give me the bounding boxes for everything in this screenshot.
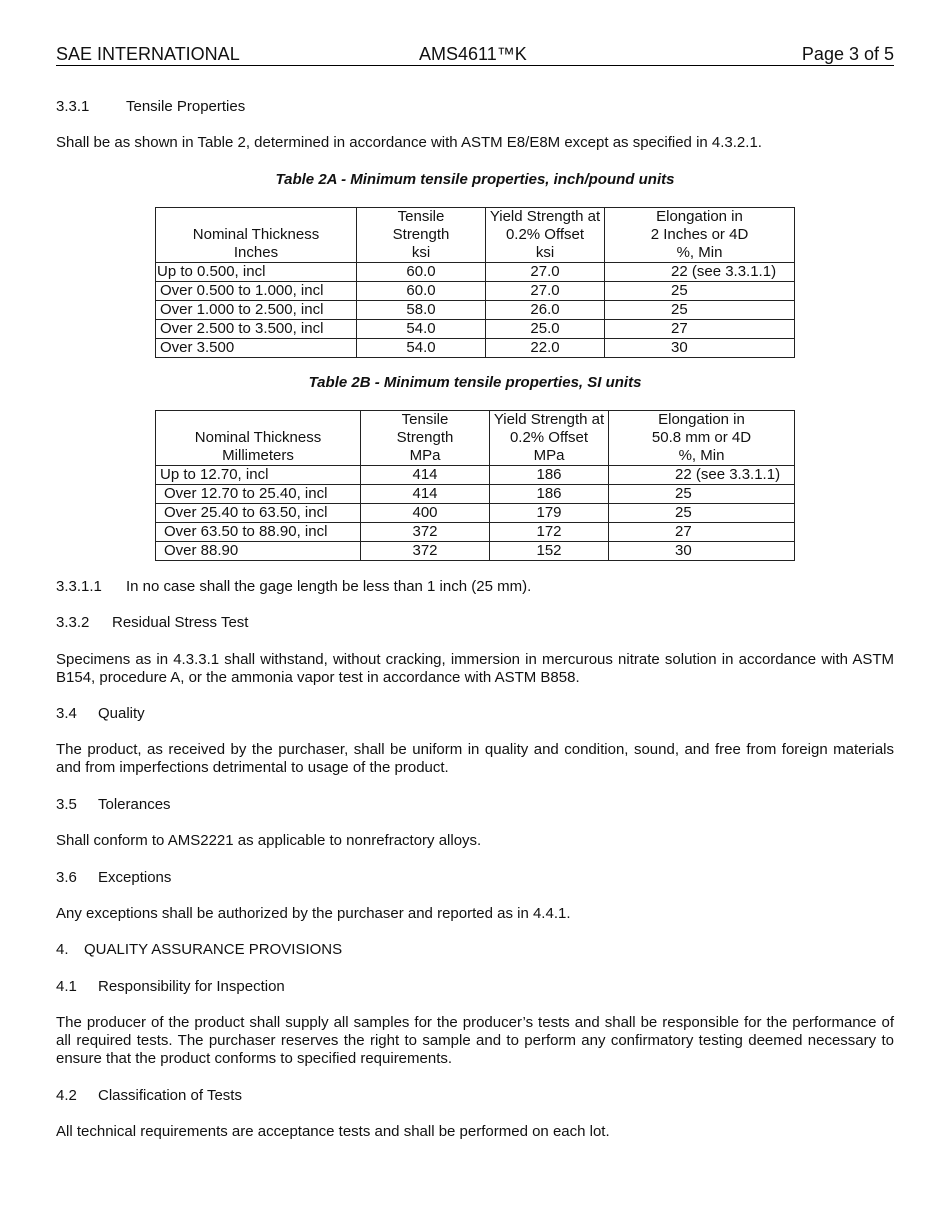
- table-cell: Over 3.500: [156, 339, 357, 358]
- table-cell: Up to 0.500, incl: [156, 263, 357, 282]
- table-cell: 58.0: [357, 301, 486, 320]
- table-row: [156, 504, 795, 523]
- table-cell: Over 12.70 to 25.40, incl: [156, 485, 361, 504]
- section-title: Classification of Tests: [98, 1087, 242, 1104]
- section-title: Quality: [98, 705, 145, 722]
- table-cell: 372: [361, 523, 490, 542]
- page-header: [56, 44, 894, 66]
- table-cell: 22 (see 3.3.1.1): [609, 466, 795, 485]
- table-2a: [155, 207, 795, 358]
- table-cell: 27: [609, 523, 795, 542]
- table-header-row: [156, 411, 795, 466]
- section-number: 3.5: [56, 796, 77, 813]
- table-cell: 27: [605, 320, 795, 339]
- table-cell: 27.0: [486, 263, 605, 282]
- section-title: Tolerances: [98, 796, 171, 813]
- section-heading-3-3-2: [56, 614, 248, 631]
- table-cell: 25: [609, 485, 795, 504]
- section-body-3-6: Any exceptions shall be authorized by the purchaser and reported as in 4.4.1.: [56, 905, 571, 922]
- section-title: QUALITY ASSURANCE PROVISIONS: [84, 941, 343, 958]
- table-cell: 22 (see 3.3.1.1): [605, 263, 795, 282]
- section-heading-4-2: [56, 1087, 242, 1104]
- table-cell: 25: [605, 301, 795, 320]
- section-number: 4.: [56, 941, 69, 958]
- section-heading-3-6: [56, 869, 171, 886]
- table-cell: Over 63.50 to 88.90, incl: [156, 523, 361, 542]
- table-cell: Over 88.90: [156, 542, 361, 561]
- section-title: Responsibility for Inspection: [98, 978, 285, 995]
- section-body-3-4: The product, as received by the purchaser, shall be uniform in quality and condition, sound, and free from foreign materials and from imperfections detrimental to usage of the product.: [56, 741, 894, 776]
- column-header: Elongation in 50.8 mm or 4D %, Min: [609, 411, 795, 466]
- section-heading-4: [56, 941, 342, 958]
- table-row: [156, 263, 795, 282]
- table-cell: Up to 12.70, incl: [156, 466, 361, 485]
- section-title: Tensile Properties: [126, 98, 246, 115]
- table-cell: Over 25.40 to 63.50, incl: [156, 504, 361, 523]
- table-cell: 54.0: [357, 339, 486, 358]
- section-body-3-5: Shall conform to AMS2221 as applicable to nonrefractory alloys.: [56, 832, 482, 849]
- table-cell: 414: [361, 466, 490, 485]
- section-body-3-3-1: Shall be as shown in Table 2, determined in accordance with ASTM E8/E8M except as specified in 4.3.2.1.: [56, 134, 762, 151]
- section-heading-3-5: [56, 796, 171, 813]
- table-2b-caption: Table 2B - Minimum tensile properties, SI units: [308, 374, 642, 391]
- table-header-row: [156, 208, 795, 263]
- table-cell: 26.0: [486, 301, 605, 320]
- table-2b: [155, 410, 795, 561]
- table-cell: 186: [490, 466, 609, 485]
- header-page-number: Page 3 of 5: [801, 44, 894, 64]
- table-row: [156, 542, 795, 561]
- section-body-4-1: The producer of the product shall supply all samples for the producer’s tests and shall be responsible for the performance of all required tests. The purchaser reserves the right to sample and to perform any confirmatory testing deemed necessary to ensure that the product conforms to specified requirements.: [56, 1014, 894, 1067]
- table-cell: 60.0: [357, 282, 486, 301]
- section-heading-3-3-1: [56, 98, 245, 115]
- section-body: In no case shall the gage length be less than 1 inch (25 mm).: [126, 578, 532, 595]
- column-header: Tensile Strength ksi: [357, 208, 486, 263]
- table-cell: 27.0: [486, 282, 605, 301]
- header-publisher: SAE INTERNATIONAL: [56, 44, 240, 64]
- section-number: 3.3.1: [56, 98, 90, 115]
- section-body-3-3-2: Specimens as in 4.3.3.1 shall withstand, without cracking, immersion in mercurous nitrate solution in accordance with ASTM B154, procedure A, or the ammonia vapor test in accordance with ASTM B858.: [56, 651, 894, 686]
- section-number: 3.6: [56, 869, 77, 886]
- table-row: [156, 466, 795, 485]
- column-header: Elongation in 2 Inches or 4D %, Min: [605, 208, 795, 263]
- table-cell: 25: [609, 504, 795, 523]
- section-body-4-2: All technical requirements are acceptance tests and shall be performed on each lot.: [56, 1123, 610, 1140]
- section-heading-3-4: [56, 705, 145, 722]
- table-2a-caption: Table 2A - Minimum tensile properties, inch/pound units: [275, 171, 675, 188]
- table-row: [156, 523, 795, 542]
- column-header: Yield Strength at 0.2% Offset ksi: [486, 208, 605, 263]
- table-cell: 372: [361, 542, 490, 561]
- table-cell: 179: [490, 504, 609, 523]
- table-row: [156, 282, 795, 301]
- table-cell: 54.0: [357, 320, 486, 339]
- header-doc-number: AMS4611™K: [419, 44, 527, 64]
- table-cell: 25: [605, 282, 795, 301]
- section-number: 3.3.1.1: [56, 578, 102, 595]
- table-cell: 186: [490, 485, 609, 504]
- column-header: Nominal Thickness Millimeters: [156, 411, 361, 466]
- section-number: 4.2: [56, 1087, 77, 1104]
- table-row: [156, 485, 795, 504]
- table-row: [156, 301, 795, 320]
- section-heading-4-1: [56, 978, 285, 995]
- table-row: [156, 339, 795, 358]
- table-cell: Over 2.500 to 3.500, incl: [156, 320, 357, 339]
- table-cell: 400: [361, 504, 490, 523]
- table-cell: 60.0: [357, 263, 486, 282]
- column-header: Yield Strength at 0.2% Offset MPa: [490, 411, 609, 466]
- table-row: [156, 320, 795, 339]
- table-cell: 30: [609, 542, 795, 561]
- table-cell: Over 1.000 to 2.500, incl: [156, 301, 357, 320]
- section-heading-3-3-1-1: [56, 578, 531, 595]
- section-number: 4.1: [56, 978, 77, 995]
- table-cell: 172: [490, 523, 609, 542]
- table-cell: 22.0: [486, 339, 605, 358]
- section-number: 3.4: [56, 705, 77, 722]
- column-header: Nominal Thickness Inches: [156, 208, 357, 263]
- table-cell: 152: [490, 542, 609, 561]
- table-cell: 25.0: [486, 320, 605, 339]
- column-header: Tensile Strength MPa: [361, 411, 490, 466]
- table-cell: 30: [605, 339, 795, 358]
- section-title: Residual Stress Test: [112, 614, 249, 631]
- section-title: Exceptions: [98, 869, 172, 886]
- table-cell: 414: [361, 485, 490, 504]
- section-number: 3.3.2: [56, 614, 90, 631]
- table-cell: Over 0.500 to 1.000, incl: [156, 282, 357, 301]
